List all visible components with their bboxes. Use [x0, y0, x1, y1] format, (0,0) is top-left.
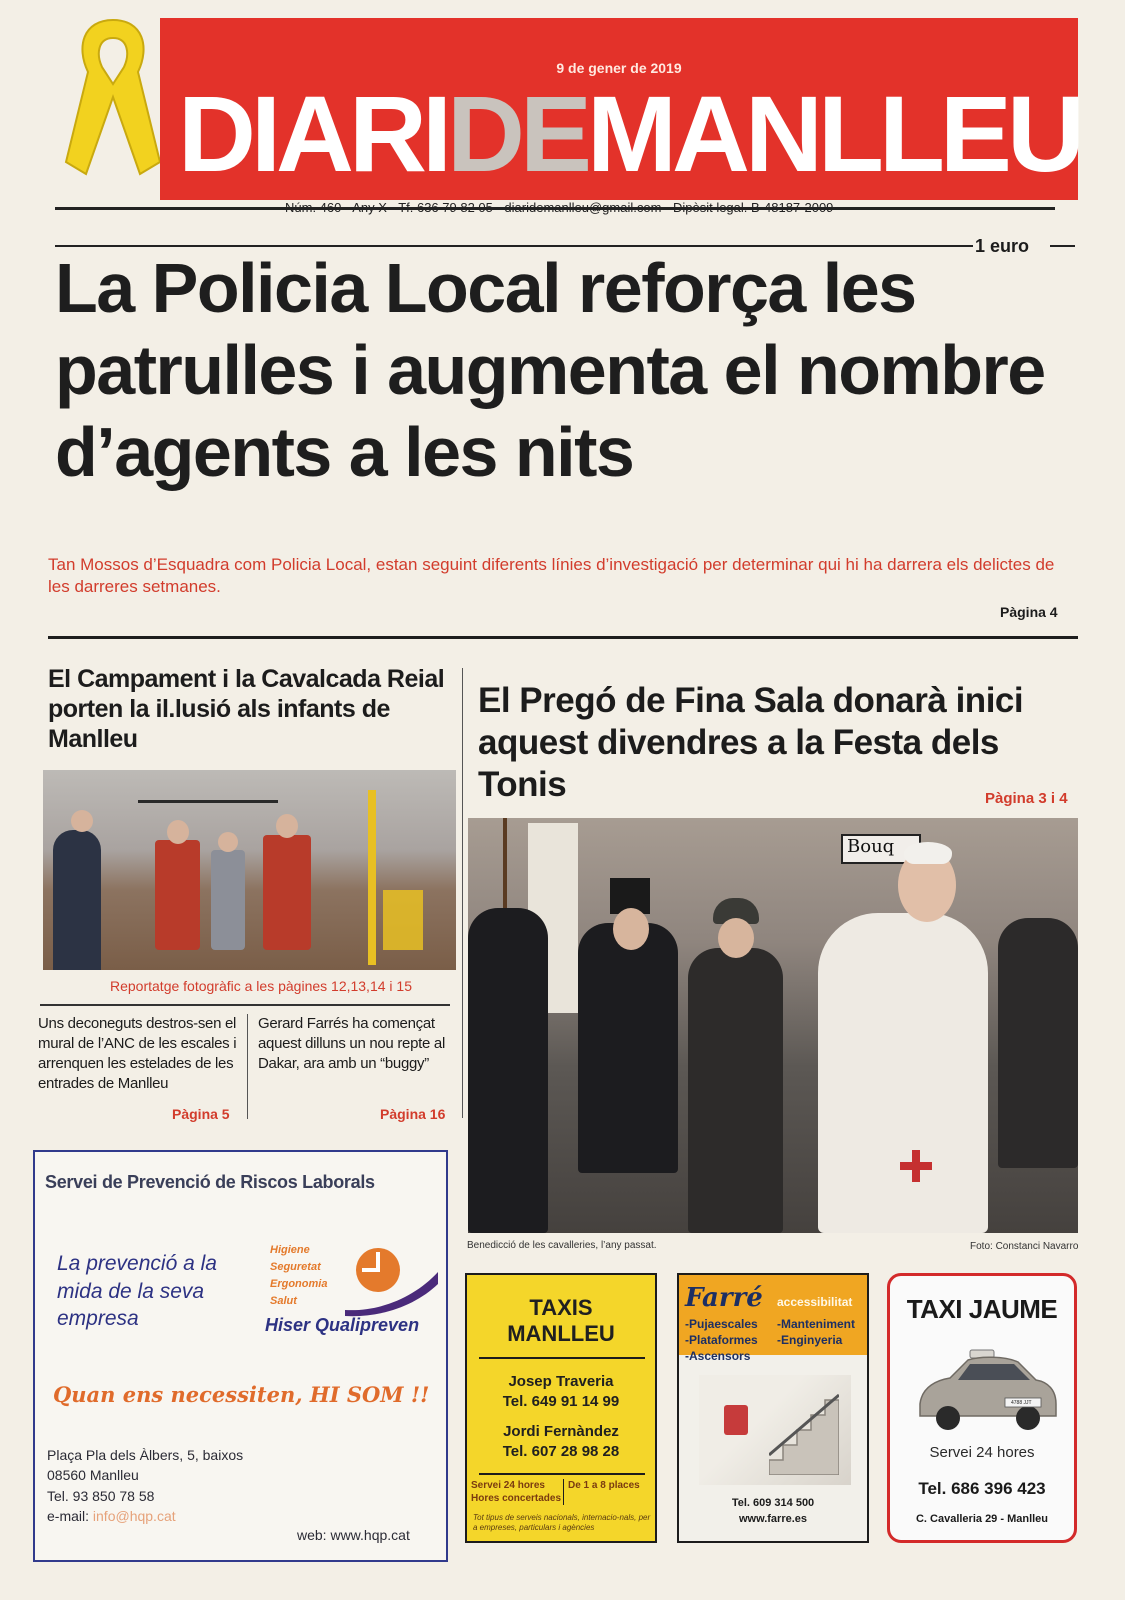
stairs-icon — [769, 1385, 839, 1475]
lead-subhead: Tan Mossos d’Esquadra com Policia Local, estan seguint diferents línies d’investigació per determinar qui hi ha darrera els delictes de les darreres setmanes. — [48, 555, 1055, 597]
issue-date: 9 de gener de 2019 — [556, 60, 682, 76]
cross-icon — [898, 1148, 934, 1184]
photo-caption: Reportatge fotogràfic a les pàgines 12,13,14 i 15 — [110, 978, 412, 994]
column-divider — [247, 1014, 248, 1119]
address-line: Plaça Pla dels Àlbers, 5, baixos — [47, 1447, 244, 1463]
address-line: 08560 Manlleu — [47, 1467, 139, 1484]
ad-taxis-small-print: Tot tipus de serveis nacionals, internacio-nals, per a empreses, particulars i agències — [473, 1513, 651, 1532]
photo-caption: Benedicció de les cavalleries, l’any passat. — [467, 1240, 657, 1251]
tag: Salut — [270, 1295, 297, 1308]
divider — [563, 1479, 564, 1505]
ad-hqp-tags — [270, 1242, 327, 1310]
ad-jaume-tel: Tel. 686 396 423 — [918, 1479, 1046, 1498]
ad-hqp-web[interactable]: web: www.hqp.cat — [297, 1527, 410, 1543]
brief-page-ref: Pàgina 5 — [172, 1106, 230, 1122]
divider — [55, 245, 973, 247]
tag: Ergonomia — [270, 1278, 328, 1291]
hqp-logo-icon — [340, 1242, 440, 1317]
stairlift-chair — [724, 1405, 748, 1435]
title-part-de: DE — [447, 73, 588, 194]
ad-farre-name: Farré — [685, 1283, 763, 1313]
brief-anc-mural: Uns deconeguts destros-sen el mural de l’ANC de les escales i arrenquen les estelades de les entrades de Manlleu — [38, 1015, 237, 1092]
email-line: e-mail: info@hqp.cat — [47, 1507, 176, 1524]
ad-hqp-brand: Hiser Qualipreven — [265, 1315, 420, 1335]
ad-jaume-title: TAXI JAUME — [906, 1294, 1058, 1324]
title-part-manlleu: MANLLEU — [587, 73, 1080, 194]
price: 1 euro — [975, 236, 1030, 256]
lead-headline: La Policia Local reforça les patrulles i augmenta el nombre d’agents a les nits — [55, 249, 1045, 491]
shop-sign: Bouq — [841, 834, 921, 864]
service-item: -Pujaescales — [685, 1317, 758, 1331]
issue-info: Núm. 460 - Any X - Tf. 636 79 82 05 - diaridemanlleu@gmail.com - Dipòsit legal. B-48187-2009 — [285, 200, 834, 215]
contact-2: Jordi Fernàndez Tel. 607 28 98 28 — [502, 1423, 620, 1460]
brief-dakar: Gerard Farrés ha començat aquest dilluns un nou repte al Dakar, ara amb un “buggy” — [258, 1015, 445, 1072]
ad-farre-tel: Tel. 609 314 500 — [731, 1497, 815, 1509]
ad-jaume-address: C. Cavalleria 29 - Manlleu — [915, 1513, 1049, 1525]
lead-page-ref: Pàgina 4 — [1000, 604, 1058, 620]
ad-hqp-title: Servei de Prevenció de Riscos Laborals — [45, 1172, 375, 1192]
service-item: -Enginyeria — [777, 1333, 843, 1347]
divider — [1050, 245, 1075, 247]
yellow-ribbon-icon — [58, 12, 168, 182]
ad-hqp — [33, 1150, 448, 1562]
column-divider — [462, 668, 463, 1118]
ad-jaume-service: Servei 24 hores — [929, 1444, 1035, 1461]
seats: De 1 a 8 places — [568, 1480, 640, 1491]
ad-hqp-address — [47, 1445, 243, 1526]
newspaper-title — [178, 73, 1080, 194]
contact-1: Josep Traveria Tel. 649 91 14 99 — [502, 1373, 620, 1410]
ad-taxis-title: TAXIS MANLLEU — [507, 1295, 615, 1347]
ad-farre-tagline: accessibilitat — [777, 1295, 853, 1309]
ad-farre-web[interactable]: www.farre.es — [738, 1513, 808, 1525]
service-item: -Ascensors — [685, 1349, 751, 1363]
divider — [479, 1357, 645, 1359]
ad-hqp-slogan: La prevenció a la mida de la seva empresa — [57, 1252, 217, 1331]
divider — [48, 636, 1078, 639]
masthead — [160, 18, 1078, 200]
phone: Tel. 93 850 78 58 — [47, 1487, 155, 1504]
license-plate: 4788 JJT — [1011, 1400, 1032, 1406]
ad-farre — [677, 1273, 869, 1543]
service-item: -Manteniment — [777, 1317, 855, 1331]
divider — [479, 1473, 645, 1475]
ad-taxi-jaume — [887, 1273, 1077, 1543]
email-link[interactable]: info@hqp.cat — [92, 1507, 176, 1524]
tag: Seguretat — [270, 1261, 321, 1274]
story-right-headline: El Pregó de Fina Sala donarà inici aquest divendres a la Festa dels Tonis — [478, 681, 1024, 804]
cavalcade-photo — [43, 770, 456, 970]
service-item: -Plataformes — [685, 1333, 758, 1347]
blessing-photo — [468, 818, 1078, 1233]
story-left-headline: El Campament i la Cavalcada Reial porten la il.lusió als infants de Manlleu — [48, 665, 445, 753]
service-hours: Servei 24 hores Hores concertades — [471, 1480, 562, 1504]
ad-taxis-manlleu — [465, 1273, 657, 1543]
ad-hqp-quote: Quan ens necessiten, HI SOM !! — [53, 1382, 430, 1407]
title-part-diari: DIARI — [178, 73, 447, 194]
brief-page-ref: Pàgina 16 — [380, 1106, 446, 1122]
tag: Higiene — [270, 1244, 310, 1256]
car-icon — [910, 1346, 1060, 1436]
divider — [40, 1004, 450, 1006]
photo-credit: Foto: Constanci Navarro — [970, 1241, 1079, 1252]
story-right-page-ref: Pàgina 3 i 4 — [985, 790, 1068, 807]
